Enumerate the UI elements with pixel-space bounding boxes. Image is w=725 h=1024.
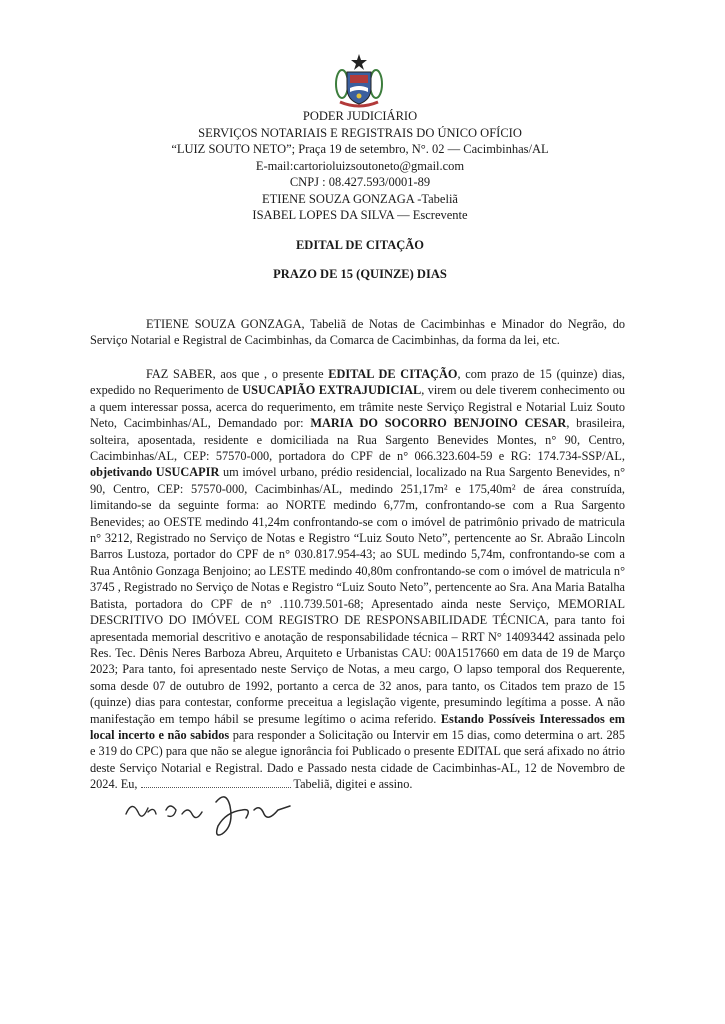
header-line-cnpj: CNPJ : 08.427.593/0001-89	[289, 175, 431, 189]
intro-text: ETIENE SOUZA GONZAGA, Tabeliã de Notas de Cacimbinhas e Minador do Negrão, do Serviço Notarial e Registral de Cacimbinhas, da Comarca de Cacimbinhas, da forma da lei, etc.	[90, 317, 625, 348]
text-segment: FAZ SABER, aos que , o presente	[146, 367, 329, 381]
header-line-address: “LUIZ SOUTO NETO”; Praça 19 de setembro, N°. 02 — Cacimbinhas/AL	[171, 142, 549, 156]
coat-of-arms-icon	[332, 52, 386, 110]
handwritten-signature	[118, 792, 298, 838]
header-line-services: SERVIÇOS NOTARIAIS E REGISTRAIS DO ÚNICO OFÍCIO	[198, 125, 522, 140]
bold-segment: EDITAL DE CITAÇÃO	[328, 367, 458, 381]
header-line-judiciary: PODER JUDICIÁRIO	[302, 109, 418, 123]
header-line-notary: ETIENE SOUZA GONZAGA -Tabeliã	[262, 191, 458, 206]
signature-blank	[141, 787, 291, 788]
main-text	[90, 366, 625, 793]
bold-segment: objetivando USUCAPIR	[90, 465, 220, 480]
text-segment: , brasileira, solteira, aposentada, residente e domiciliada na Rua Sargento Benevides Montes, n° 90, Centro, Cacimbinhas/AL, CEP: 57570-000, portadora do CPF de n° 066.323.604-59 e RG: 174.734-SSP/AL,	[90, 416, 625, 464]
office-header	[150, 108, 570, 224]
text-segment: um imóvel urbano, prédio residencial, localizado na Rua Sargento Benevides, n° 90, Centro, CEP: 57570-000, Cacimbinhas/AL, medindo 251,17m² e 175,40m² de área construída, limitando-se da seguinte forma: ao NORTE medindo 6,77m, confrontando-se com a Rua Sargento Benevides; ao OESTE medindo 41,24m confrontando-se com o imóvel de patrimônio privado de matricula n° 3212, Registrado no Serviço de Notas e Registro “Luiz Souto Neto”, pertencente ao Sr. Abraão Lincoln Barros Lustoza, portador do CPF de n° 030.817.954-43; ao SUL medindo 5,74m, confrontando-se com a Rua Antônio Gonzaga Benjoino; ao LESTE medindo 40,80m confrontando-se com o imóvel de matricula n° 3745 , Registrado no Serviço de Notas e Registro “Luiz Souto Neto”, pertencente ao Sra. Ana Maria Batalha Batista, portadora do CPF de n° .110.739.501-68; Apresentado ainda neste Serviço, MEMORIAL DESCRITIVO DO IMÓVEL COM REGISTRO DE RESPONSABILIDADE TÉCNICA, para tanto foi apresentada memorial descritivo e anotação de responsabilidade técnica – RRT N° 14093442 assinada pelo Res. Tec. Dênis Neres Barboza Abreu, Arquiteto e Urbanistas CAU: 00A1517660 em data de 19 de Março 2023; Para tanto, foi apresentado neste Serviço de Notas, a meu cargo, O lapso temporal dos Requerente, soma desde 07 de outubro de 1992, portanto a cerca de 32 anos, para tanto, os Citados tem prazo de 15 (quinze) dias para contestar, conforme preceitua a legislação vigente, presumindo legítima a posse. A não manifestação em tempo hábil se presume legítimo o acima referido.	[90, 465, 625, 726]
document-subtitle: PRAZO DE 15 (QUINZE) DIAS	[273, 267, 447, 281]
bold-segment: MARIA DO SOCORRO BENJOINO CESAR	[310, 416, 567, 431]
text-segment: , virem ou dele tiverem conhecimento ou a quem interessar possa, acerca do requerimento, em trâmite neste Serviço Registral e Notarial Luiz Souto Neto, Cacimbinhas/AL, Demandado por:	[90, 383, 626, 431]
main-paragraph	[90, 366, 625, 793]
intro-paragraph	[90, 316, 625, 349]
text-segment: Tabeliã, digitei e assino.	[290, 777, 413, 792]
text-segment: para responder a Solicitação ou Intervir em 15 dias, como determina o art. 285 e 319 do CPC) para que não se alegue ignorância foi Publicado o presente EDITAL que será afixado no átrio deste Serviço Notarial e Registral. Dado e Passado nesta cidade de Cacimbinhas-AL, 12 de Novembro de 2024. Eu,	[90, 727, 626, 792]
bold-segment: Estando Possíveis Interessados em local incerto e não sabidos	[90, 711, 625, 742]
bold-segment: USUCAPIÃO EXTRAJUDICIAL	[242, 383, 422, 398]
header-line-clerk: ISABEL LOPES DA SILVA — Escrevente	[252, 208, 468, 222]
document-title: EDITAL DE CITAÇÃO	[295, 238, 425, 252]
text-segment: , com prazo de 15 (quinze) dias, expedido no Requerimento de	[90, 367, 625, 398]
header-line-email: E-mail:cartorioluizsoutoneto@gmail.com	[255, 158, 465, 173]
